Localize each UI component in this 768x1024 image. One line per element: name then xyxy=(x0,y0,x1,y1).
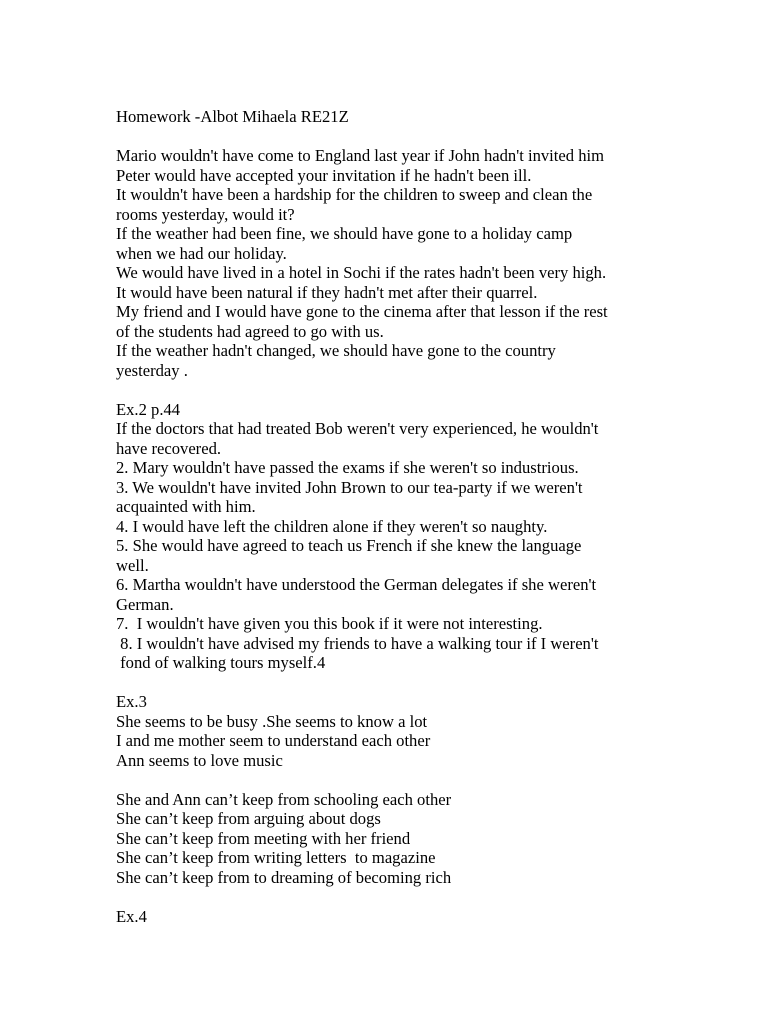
paragraph-gap xyxy=(116,770,676,790)
text-line: Mario wouldn't have come to England last year if John hadn't invited him xyxy=(116,146,605,165)
text-line: of the students had agreed to go with us. xyxy=(116,321,384,341)
text-line: She can’t keep from to dreaming of becoming rich xyxy=(116,867,452,887)
text-line: well. xyxy=(116,555,149,575)
text-line: 4. I would have left the children alone if they weren't so naughty. xyxy=(116,516,548,536)
text-line: If the weather had been fine, we should have gone to a holiday camp xyxy=(116,224,573,243)
text-line: 2. Mary wouldn't have passed the exams if she weren't so industrious. xyxy=(116,458,579,477)
text-line: She and Ann can’t keep from schooling each other xyxy=(116,789,452,809)
text-line: She seems to be busy .She seems to know a lot xyxy=(116,711,428,731)
section-heading: Ex.2 p.44 xyxy=(116,399,181,419)
document-title: Homework -Albot Mihaela RE21Z xyxy=(116,107,349,126)
text-line: acquainted with him. xyxy=(116,497,256,516)
text-line: 3. We wouldn't have invited John Brown to our tea-party if we weren't xyxy=(116,477,583,497)
text-line: fond of walking tours myself.4 xyxy=(116,653,326,672)
text-line: If the doctors that had treated Bob weren't very experienced, he wouldn't xyxy=(116,419,599,438)
text-line: German. xyxy=(116,594,174,614)
text-line: It wouldn't have been a hardship for the children to sweep and clean the xyxy=(116,185,593,204)
paragraph-gap xyxy=(116,673,676,693)
text-line: have recovered. xyxy=(116,438,222,458)
text-line: 5. She would have agreed to teach us French if she knew the language xyxy=(116,536,582,555)
text-line: My friend and I would have gone to the cinema after that lesson if the rest xyxy=(116,302,608,321)
text-line: yesterday . xyxy=(116,360,188,380)
text-line: 8. I wouldn't have advised my friends to have a walking tour if I weren't xyxy=(116,633,599,653)
document-body xyxy=(116,107,676,926)
text-line: 7. I wouldn't have given you this book if it were not interesting. xyxy=(116,614,543,633)
text-line: rooms yesterday, would it? xyxy=(116,204,295,224)
section-1 xyxy=(116,146,676,380)
paragraph-gap xyxy=(116,887,676,907)
text-line: She can’t keep from meeting with her friend xyxy=(116,828,411,848)
text-line: I and me mother seem to understand each other xyxy=(116,731,431,750)
section-heading: Ex.3 xyxy=(116,692,147,711)
text-line: She can’t keep from arguing about dogs xyxy=(116,809,381,828)
text-line: She can’t keep from writing letters to magazine xyxy=(116,848,436,867)
section-ex2 xyxy=(116,400,676,673)
text-line: We would have lived in a hotel in Sochi if the rates hadn't been very high. xyxy=(116,263,607,282)
text-line: 6. Martha wouldn't have understood the German delegates if she weren't xyxy=(116,575,597,594)
section-ex3 xyxy=(116,692,676,887)
text-line: Peter would have accepted your invitation if he hadn't been ill. xyxy=(116,165,532,185)
section-heading: Ex.4 xyxy=(116,906,147,926)
text-line: It would have been natural if they hadn't met after their quarrel. xyxy=(116,282,538,302)
text-line: Ann seems to love music xyxy=(116,750,283,770)
paragraph-gap xyxy=(116,127,676,147)
text-line: when we had our holiday. xyxy=(116,243,287,263)
section-ex4 xyxy=(116,907,676,927)
text-line: If the weather hadn't changed, we should have gone to the country xyxy=(116,341,556,360)
paragraph-gap xyxy=(116,380,676,400)
